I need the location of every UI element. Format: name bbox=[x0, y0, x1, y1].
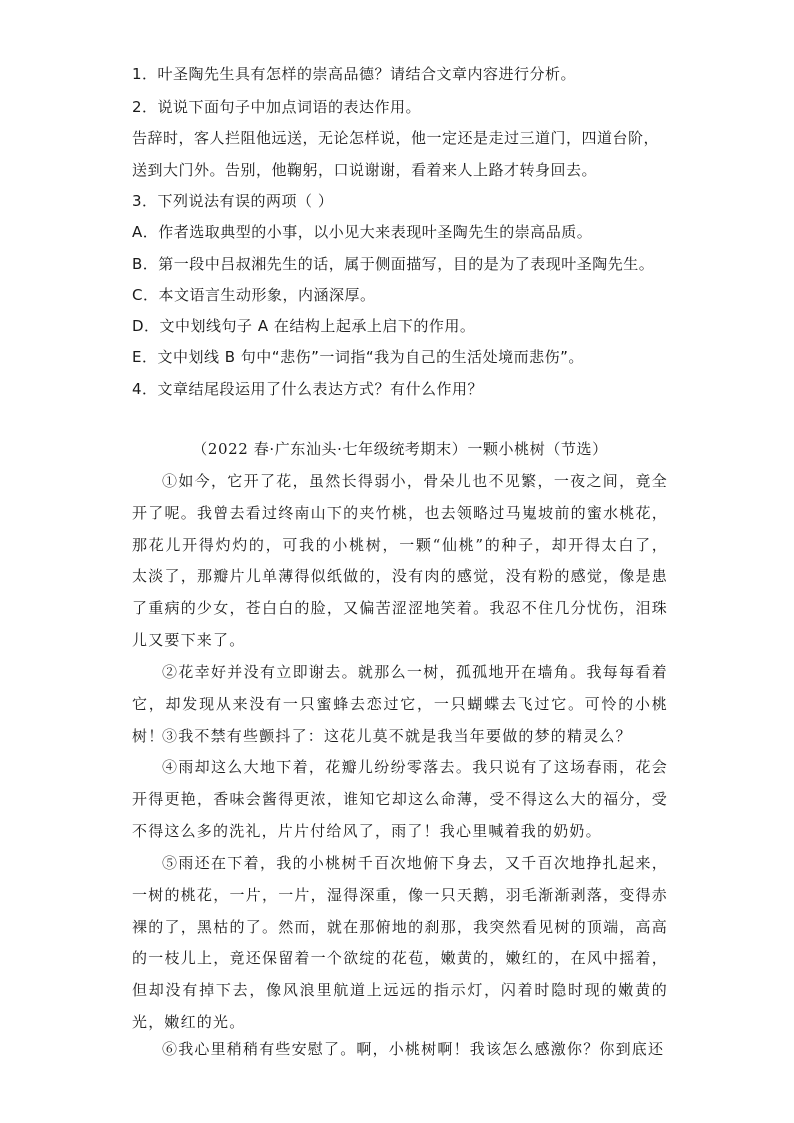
question-4: 4．文章结尾段运用了什么表达方式？有什么作用？ bbox=[132, 380, 484, 398]
option-b: B．第一段中吕叔湘先生的话，属于侧面描写，目的是为了表现叶圣陶先生。 bbox=[132, 255, 655, 273]
passage-paragraph-5: ⑤雨还在下着，我的小桃树千百次地俯下身去，又千百次地挣扎起来，一树的桃花，一片，一片，湿得深重，像一只天鹅，羽毛渐渐剥落，变得赤裸的了，黑枯的了。然而，就在那俯地的刹那，我突然看见树的顶端，高高的一枝儿上，竟还保留着一个欲绽的花苞，嫩黄的，嫩红的，在风中摇着，但却没有掉下去，像风浪里航道上远远的指示灯，闪着时隐时现的嫩黄的光，嫩红的光。 bbox=[132, 854, 668, 1031]
question-2: 2．说说下面句子中加点词语的表达作用。 bbox=[132, 98, 422, 116]
question-2-quote-line-2: 送到大门外。告别，他鞠躬，口说谢谢，看着来人上路才转身回去。 bbox=[132, 161, 598, 179]
passage-title: （2022 春·广东汕头·七年级统考期末）一颗小桃树（节选） bbox=[192, 440, 608, 458]
option-d: D．文中划线句子 A 在结构上起承上启下的作用。 bbox=[132, 317, 476, 335]
option-e: E．文中划线 B 句中“悲伤”一词指“我为自己的生活处境而悲伤”。 bbox=[132, 348, 584, 366]
passage-paragraph-2: ②花幸好并没有立即谢去。就那么一树，孤孤地开在墙角。我每每看着它，却发现从来没有一只蜜蜂去恋过它，一只蝴蝶去飞过它。可怜的小桃树！ bbox=[132, 663, 668, 745]
question-3: 3．下列说法有误的两项（ ） bbox=[132, 192, 334, 210]
question-2-quote-line-1: 告辞时，客人拦阻他远送，无论怎样说，他一定还是走过三道门，四道台阶， bbox=[132, 129, 660, 147]
passage-paragraph-1: ①如今，它开了花，虽然长得弱小，骨朵儿也不见繁，一夜之间，竟全开了呢。我曾去看过终南山下的夹竹桃，也去领略过马嵬坡前的蜜水桃花，那花儿开得灼灼的，可我的小桃树，一颗“仙桃”的种子，却开得太白了，太淡了，那瓣片儿单薄得似纸做的，没有肉的感觉，没有粉的感觉，像是患了重病的少女，苍白白的脸，又偏苦涩涩地笑着。我忍不住几分忧伤，泪珠儿又要下来了。 bbox=[132, 472, 668, 649]
option-c: C．本文语言生动形象，内涵深厚。 bbox=[132, 286, 376, 304]
passage-paragraph-6: ⑥我心里稍稍有些安慰了。啊，小桃树啊！我该怎么感激你？你到底还 bbox=[162, 1040, 665, 1058]
passage-paragraph-4: ④雨却这么大地下着，花瓣儿纷纷零落去。我只说有了这场春雨，花会开得更艳，香味会酱得更浓，谁知它却这么命薄，受不得这么大的福分，受不得这么多的洗礼，片片付给风了，雨了！我心里喊着我的奶奶。 bbox=[132, 758, 668, 840]
option-a: A．作者选取典型的小事，以小见大来表现叶圣陶先生的崇高品质。 bbox=[132, 223, 593, 241]
question-1: 1．叶圣陶先生具有怎样的崇高品德？请结合文章内容进行分析。 bbox=[132, 65, 577, 83]
passage-paragraph-3: ③我不禁有些颤抖了：这花儿莫不就是我当年要做的梦的精灵么？ bbox=[162, 727, 632, 745]
